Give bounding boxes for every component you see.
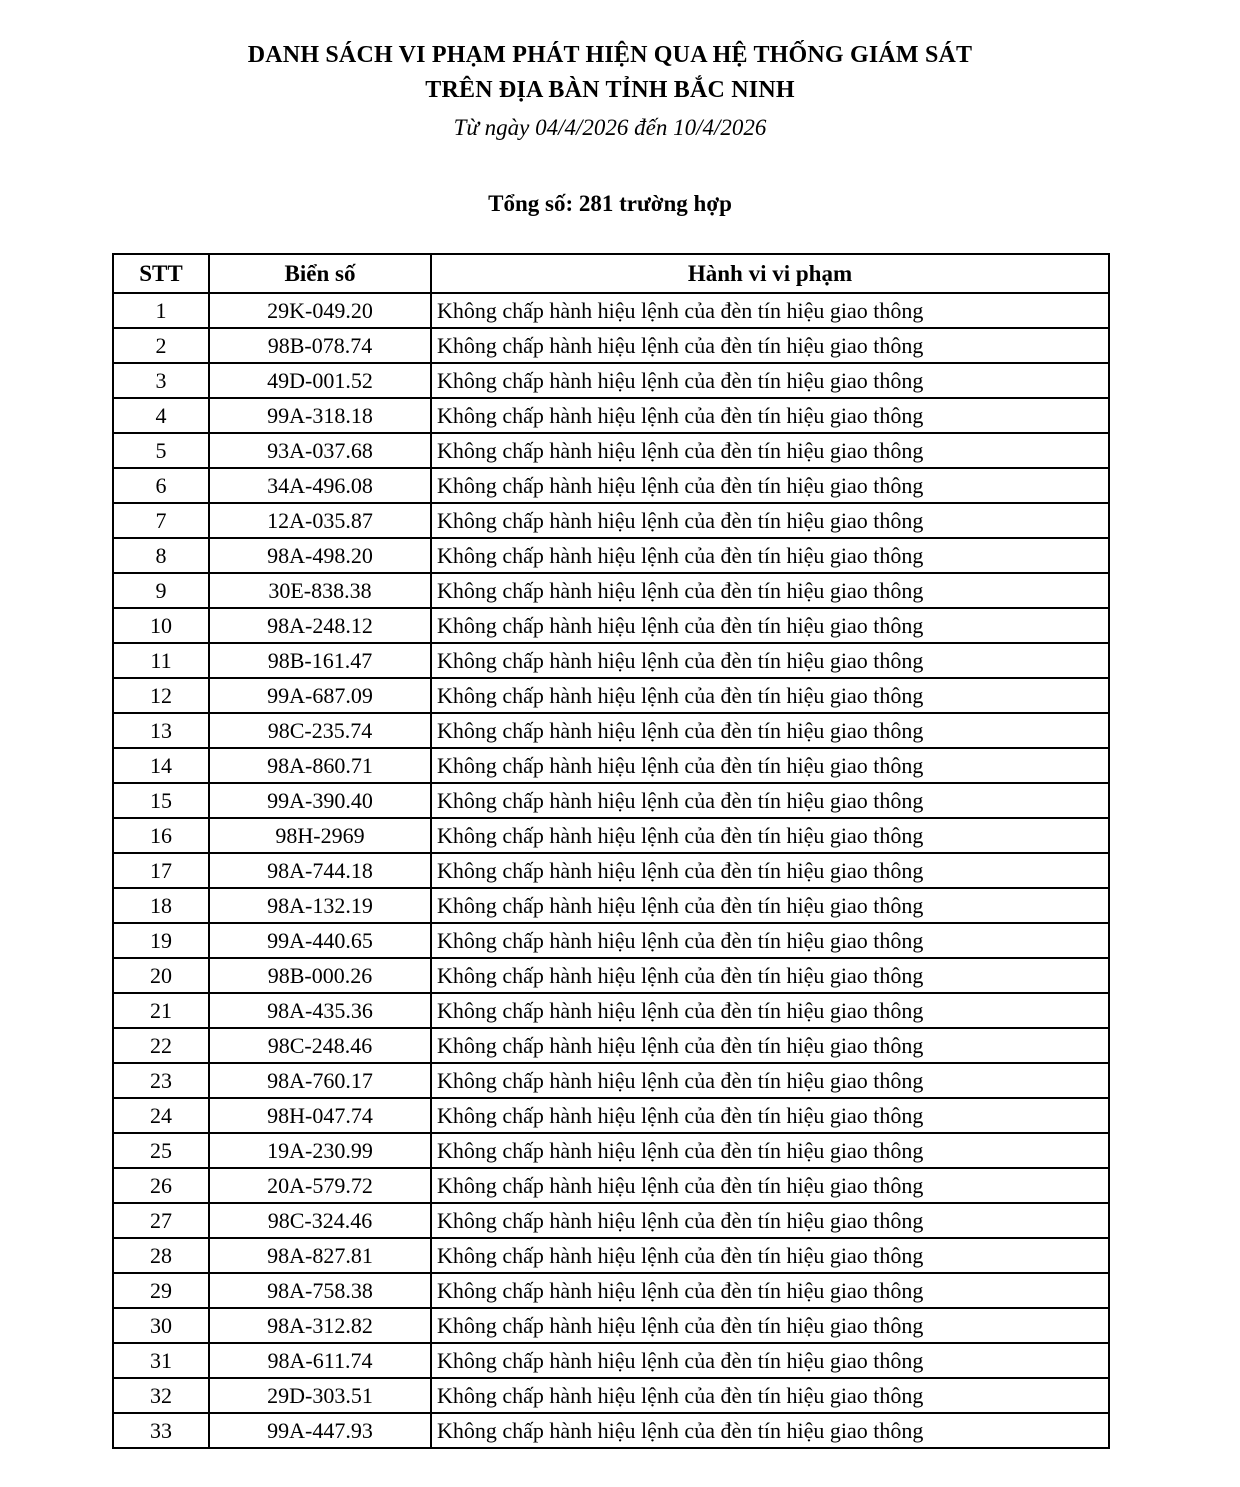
- table-row: [113, 853, 1109, 888]
- table-row: [113, 1063, 1109, 1098]
- table-row: [113, 1168, 1109, 1203]
- row-plate-number: 19A-230.99: [209, 1133, 431, 1168]
- table-row: [113, 783, 1109, 818]
- row-plate-number: 49D-001.52: [209, 363, 431, 398]
- table-row: [113, 433, 1109, 468]
- table-row: [113, 468, 1109, 503]
- table-row: [113, 1098, 1109, 1133]
- row-violation: Không chấp hành hiệu lệnh của đèn tín hiệu giao thông: [431, 993, 1109, 1028]
- row-violation: Không chấp hành hiệu lệnh của đèn tín hiệu giao thông: [431, 573, 1109, 608]
- row-plate-number: 98C-324.46: [209, 1203, 431, 1238]
- row-violation: Không chấp hành hiệu lệnh của đèn tín hiệu giao thông: [431, 1343, 1109, 1378]
- row-violation: Không chấp hành hiệu lệnh của đèn tín hiệu giao thông: [431, 503, 1109, 538]
- row-index: 16: [113, 818, 209, 853]
- row-violation: Không chấp hành hiệu lệnh của đèn tín hiệu giao thông: [431, 748, 1109, 783]
- table-row: [113, 1273, 1109, 1308]
- table-body: [113, 293, 1109, 1448]
- row-index: 20: [113, 958, 209, 993]
- row-violation: Không chấp hành hiệu lệnh của đèn tín hiệu giao thông: [431, 958, 1109, 993]
- row-plate-number: 98A-611.74: [209, 1343, 431, 1378]
- row-index: 15: [113, 783, 209, 818]
- row-violation: Không chấp hành hiệu lệnh của đèn tín hiệu giao thông: [431, 433, 1109, 468]
- row-plate-number: 98A-435.36: [209, 993, 431, 1028]
- row-index: 33: [113, 1413, 209, 1448]
- row-violation: Không chấp hành hiệu lệnh của đèn tín hiệu giao thông: [431, 1273, 1109, 1308]
- table-row: [113, 818, 1109, 853]
- row-violation: Không chấp hành hiệu lệnh của đèn tín hiệu giao thông: [431, 1203, 1109, 1238]
- row-violation: Không chấp hành hiệu lệnh của đèn tín hiệu giao thông: [431, 293, 1109, 328]
- violations-table: [112, 253, 1110, 1449]
- table-row: [113, 958, 1109, 993]
- row-violation: Không chấp hành hiệu lệnh của đèn tín hiệu giao thông: [431, 363, 1109, 398]
- row-index: 25: [113, 1133, 209, 1168]
- row-plate-number: 98A-827.81: [209, 1238, 431, 1273]
- row-plate-number: 99A-390.40: [209, 783, 431, 818]
- row-violation: Không chấp hành hiệu lệnh của đèn tín hiệu giao thông: [431, 1413, 1109, 1448]
- row-index: 8: [113, 538, 209, 573]
- row-index: 17: [113, 853, 209, 888]
- row-violation: Không chấp hành hiệu lệnh của đèn tín hiệu giao thông: [431, 1168, 1109, 1203]
- row-index: 7: [113, 503, 209, 538]
- table-row: [113, 608, 1109, 643]
- table-row: [113, 713, 1109, 748]
- row-index: 4: [113, 398, 209, 433]
- row-index: 1: [113, 293, 209, 328]
- row-violation: Không chấp hành hiệu lệnh của đèn tín hiệu giao thông: [431, 713, 1109, 748]
- row-index: 13: [113, 713, 209, 748]
- row-plate-number: 98A-760.17: [209, 1063, 431, 1098]
- row-index: 26: [113, 1168, 209, 1203]
- row-index: 27: [113, 1203, 209, 1238]
- row-violation: Không chấp hành hiệu lệnh của đèn tín hiệu giao thông: [431, 1133, 1109, 1168]
- row-index: 2: [113, 328, 209, 363]
- row-violation: Không chấp hành hiệu lệnh của đèn tín hiệu giao thông: [431, 923, 1109, 958]
- row-plate-number: 29D-303.51: [209, 1378, 431, 1413]
- row-plate-number: 99A-318.18: [209, 398, 431, 433]
- table-row: [113, 748, 1109, 783]
- row-index: 32: [113, 1378, 209, 1413]
- table-row: [113, 328, 1109, 363]
- row-index: 30: [113, 1308, 209, 1343]
- table-row: [113, 1133, 1109, 1168]
- table-row: [113, 1308, 1109, 1343]
- row-violation: Không chấp hành hiệu lệnh của đèn tín hiệu giao thông: [431, 818, 1109, 853]
- column-header-stt: STT: [113, 254, 209, 293]
- row-plate-number: 98C-235.74: [209, 713, 431, 748]
- row-violation: Không chấp hành hiệu lệnh của đèn tín hiệu giao thông: [431, 783, 1109, 818]
- table-row: [113, 993, 1109, 1028]
- row-plate-number: 98A-248.12: [209, 608, 431, 643]
- row-index: 28: [113, 1238, 209, 1273]
- row-index: 24: [113, 1098, 209, 1133]
- row-plate-number: 98A-312.82: [209, 1308, 431, 1343]
- document-title-line1: DANH SÁCH VI PHẠM PHÁT HIỆN QUA HỆ THỐNG GIÁM SÁT: [247, 42, 973, 68]
- row-plate-number: 12A-035.87: [209, 503, 431, 538]
- table-row: [113, 1203, 1109, 1238]
- row-index: 10: [113, 608, 209, 643]
- row-violation: Không chấp hành hiệu lệnh của đèn tín hiệu giao thông: [431, 888, 1109, 923]
- row-plate-number: 98A-758.38: [209, 1273, 431, 1308]
- table-row: [113, 293, 1109, 328]
- table-row: [113, 678, 1109, 713]
- row-index: 5: [113, 433, 209, 468]
- row-index: 19: [113, 923, 209, 958]
- table-header-row: [113, 254, 1109, 293]
- row-index: 18: [113, 888, 209, 923]
- table-row: [113, 888, 1109, 923]
- table-row: [113, 573, 1109, 608]
- table-row: [113, 1378, 1109, 1413]
- row-violation: Không chấp hành hiệu lệnh của đèn tín hiệu giao thông: [431, 678, 1109, 713]
- table-row: [113, 363, 1109, 398]
- row-plate-number: 98H-047.74: [209, 1098, 431, 1133]
- row-plate-number: 30E-838.38: [209, 573, 431, 608]
- table-row: [113, 398, 1109, 433]
- row-plate-number: 29K-049.20: [209, 293, 431, 328]
- document-content: [112, 38, 1108, 1449]
- column-header-violation: Hành vi vi phạm: [431, 254, 1109, 293]
- row-violation: Không chấp hành hiệu lệnh của đèn tín hiệu giao thông: [431, 1028, 1109, 1063]
- row-violation: Không chấp hành hiệu lệnh của đèn tín hiệu giao thông: [431, 643, 1109, 678]
- row-plate-number: 99A-687.09: [209, 678, 431, 713]
- row-index: 22: [113, 1028, 209, 1063]
- row-violation: Không chấp hành hiệu lệnh của đèn tín hiệu giao thông: [431, 1308, 1109, 1343]
- table-row: [113, 1028, 1109, 1063]
- row-index: 14: [113, 748, 209, 783]
- row-violation: Không chấp hành hiệu lệnh của đèn tín hiệu giao thông: [431, 1063, 1109, 1098]
- row-index: 3: [113, 363, 209, 398]
- row-plate-number: 98A-744.18: [209, 853, 431, 888]
- table-row: [113, 538, 1109, 573]
- row-index: 31: [113, 1343, 209, 1378]
- row-plate-number: 98C-248.46: [209, 1028, 431, 1063]
- row-plate-number: 99A-447.93: [209, 1413, 431, 1448]
- row-index: 21: [113, 993, 209, 1028]
- row-plate-number: 98B-078.74: [209, 328, 431, 363]
- row-index: 11: [113, 643, 209, 678]
- row-plate-number: 93A-037.68: [209, 433, 431, 468]
- row-plate-number: 98H-2969: [209, 818, 431, 853]
- row-plate-number: 98A-132.19: [209, 888, 431, 923]
- row-plate-number: 20A-579.72: [209, 1168, 431, 1203]
- row-violation: Không chấp hành hiệu lệnh của đèn tín hiệu giao thông: [431, 398, 1109, 433]
- document-title-line2: TRÊN ĐỊA BÀN TỈNH BẮC NINH: [425, 77, 795, 103]
- document-total-count: Tổng số: 281 trường hợp: [488, 191, 732, 216]
- row-violation: Không chấp hành hiệu lệnh của đèn tín hiệu giao thông: [431, 468, 1109, 503]
- row-violation: Không chấp hành hiệu lệnh của đèn tín hiệu giao thông: [431, 538, 1109, 573]
- document-date-range: Từ ngày 04/4/2026 đến 10/4/2026: [453, 115, 767, 140]
- row-index: 23: [113, 1063, 209, 1098]
- row-plate-number: 98B-161.47: [209, 643, 431, 678]
- row-violation: Không chấp hành hiệu lệnh của đèn tín hiệu giao thông: [431, 853, 1109, 888]
- row-violation: Không chấp hành hiệu lệnh của đèn tín hiệu giao thông: [431, 328, 1109, 363]
- row-violation: Không chấp hành hiệu lệnh của đèn tín hiệu giao thông: [431, 608, 1109, 643]
- table-row: [113, 643, 1109, 678]
- table-row: [113, 503, 1109, 538]
- row-violation: Không chấp hành hiệu lệnh của đèn tín hiệu giao thông: [431, 1238, 1109, 1273]
- row-plate-number: 98B-000.26: [209, 958, 431, 993]
- row-plate-number: 34A-496.08: [209, 468, 431, 503]
- row-plate-number: 98A-860.71: [209, 748, 431, 783]
- row-plate-number: 99A-440.65: [209, 923, 431, 958]
- table-row: [113, 1413, 1109, 1448]
- row-violation: Không chấp hành hiệu lệnh của đèn tín hiệu giao thông: [431, 1098, 1109, 1133]
- row-index: 29: [113, 1273, 209, 1308]
- column-header-plate: Biển số: [209, 254, 431, 293]
- row-index: 9: [113, 573, 209, 608]
- row-plate-number: 98A-498.20: [209, 538, 431, 573]
- row-index: 12: [113, 678, 209, 713]
- table-row: [113, 923, 1109, 958]
- table-row: [113, 1238, 1109, 1273]
- row-violation: Không chấp hành hiệu lệnh của đèn tín hiệu giao thông: [431, 1378, 1109, 1413]
- table-row: [113, 1343, 1109, 1378]
- row-index: 6: [113, 468, 209, 503]
